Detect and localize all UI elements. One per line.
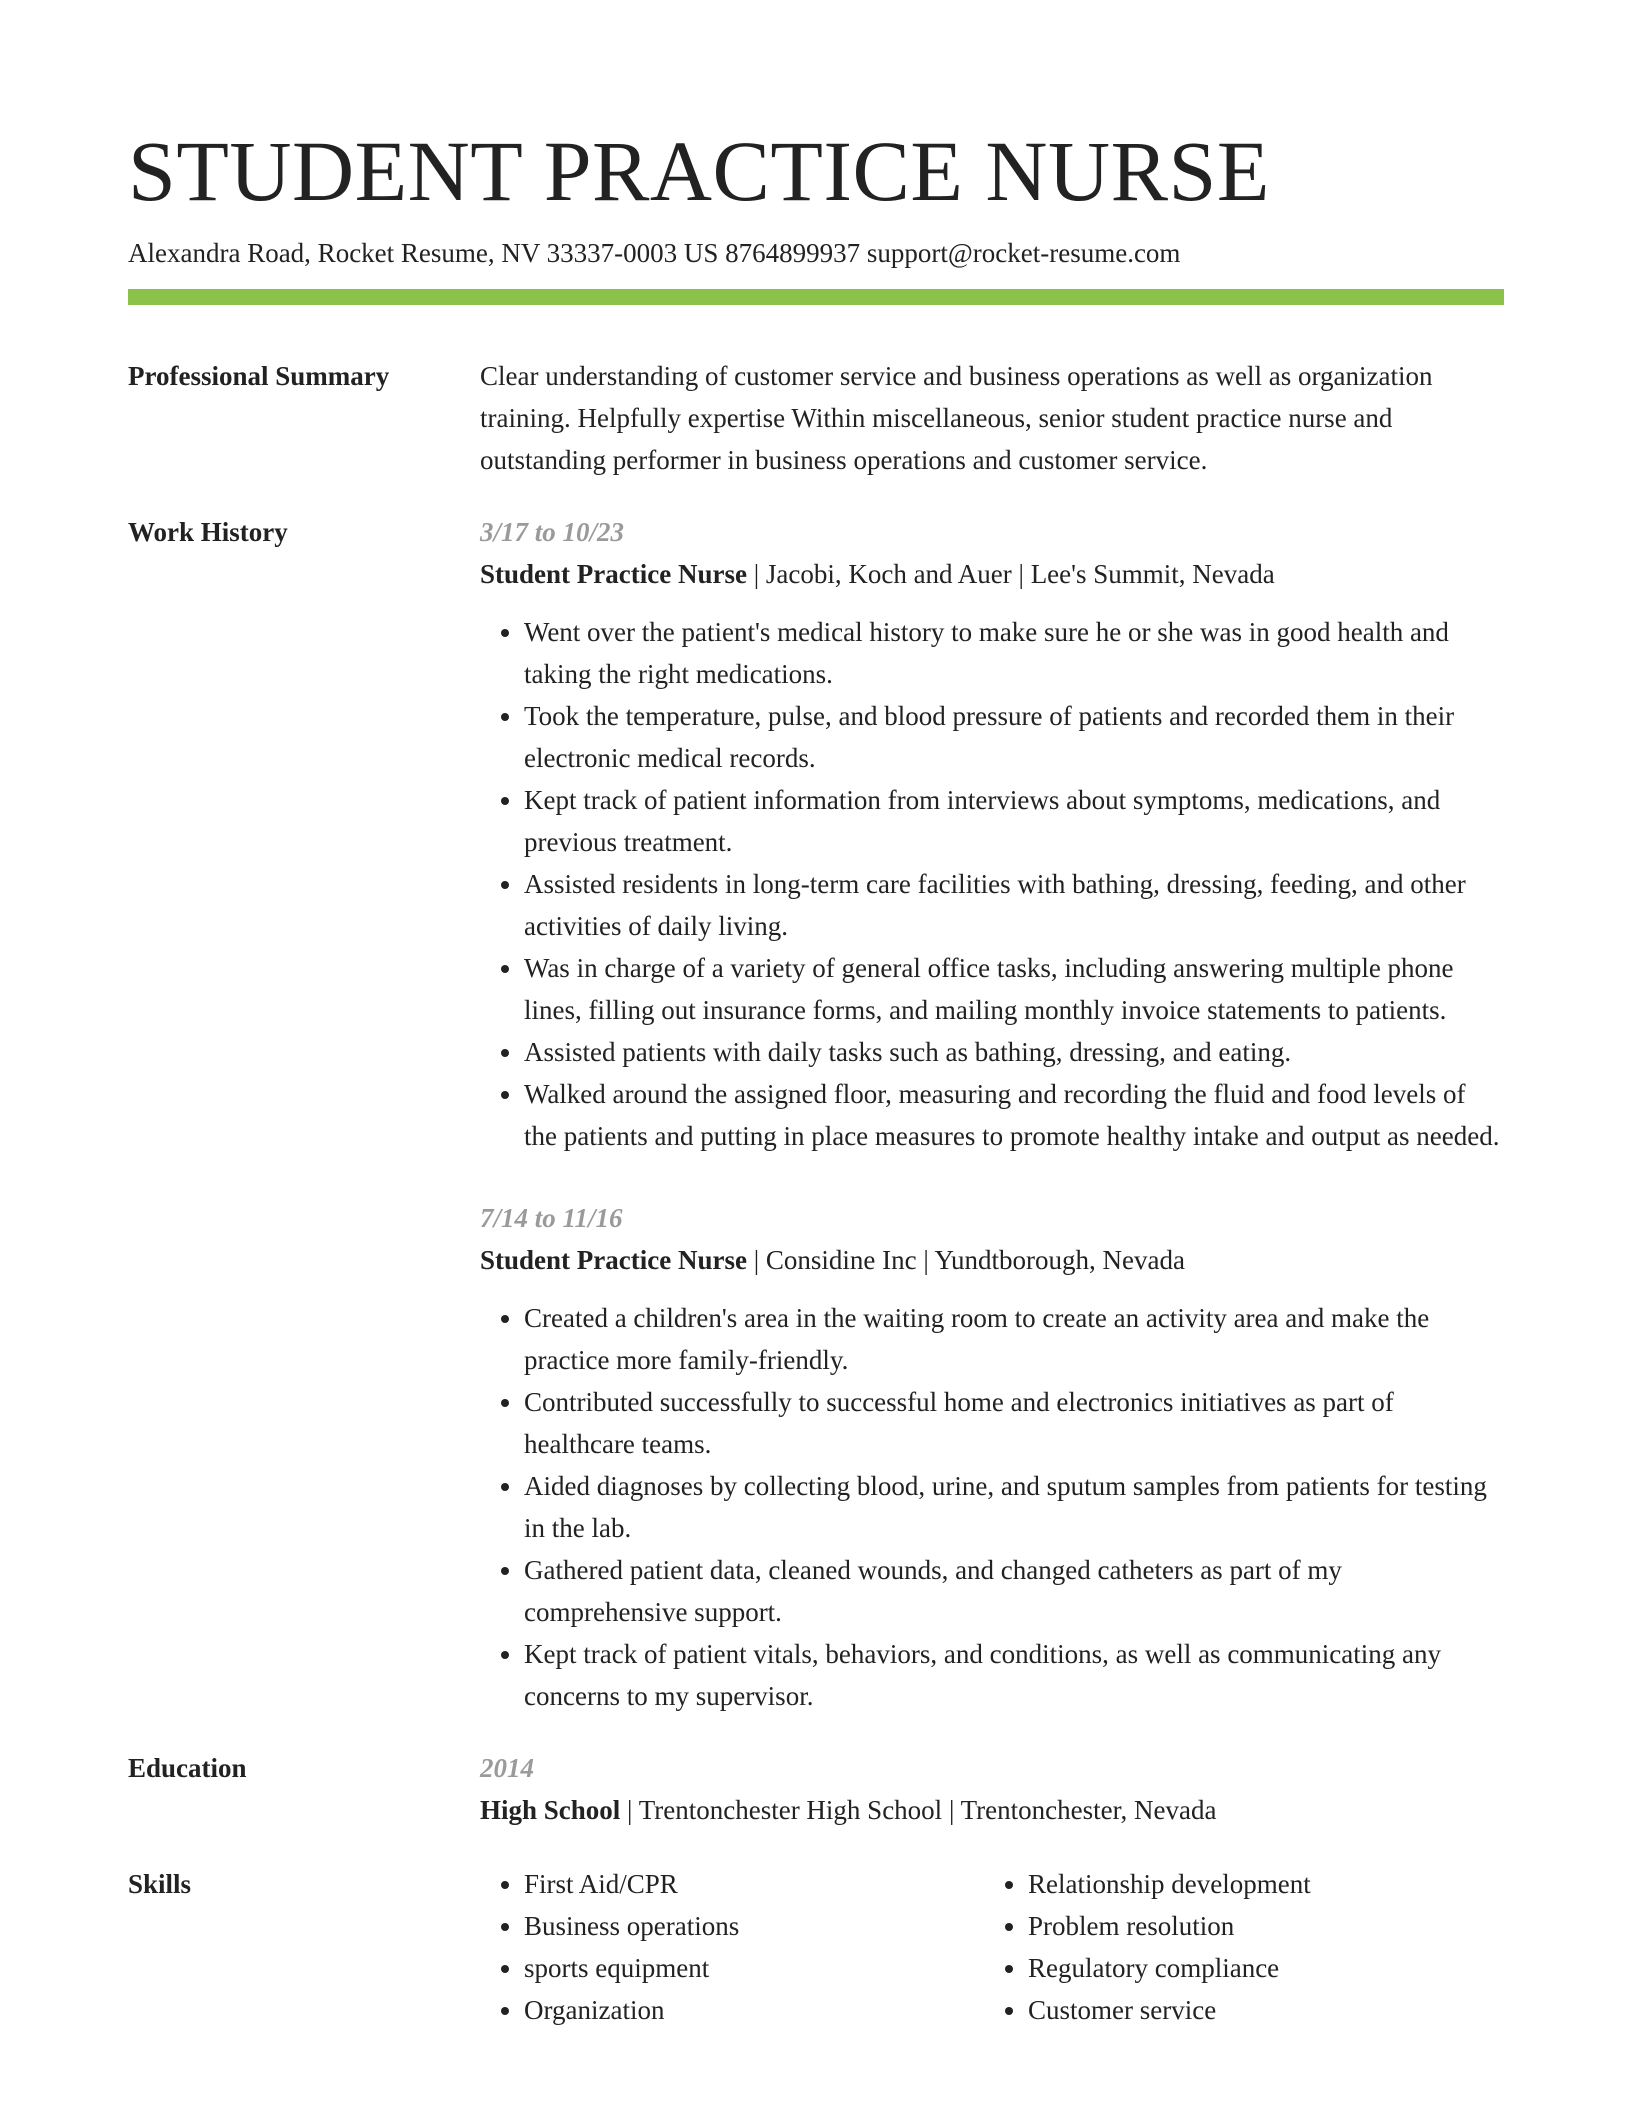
job-bullet: • Created a children's area in the waiting room to create an activity area and make the practice more family-friendly. (524, 1297, 1504, 1381)
job-entry (480, 1197, 1504, 1717)
section-label-education: Education (128, 1753, 247, 1783)
skills-section (128, 1863, 1504, 2031)
job-title: Student Practice Nurse (480, 559, 747, 589)
education-body (480, 1747, 1504, 1831)
skills-grid (480, 1863, 1504, 2031)
resume-title: STUDENT PRACTICE NURSE (128, 123, 1270, 219)
job-details: | Considine Inc | Yundtborough, Nevada (746, 1245, 1185, 1275)
skills-column-left (480, 1863, 984, 2031)
education-degree: High School (480, 1795, 621, 1825)
work-history-body (480, 511, 1504, 1717)
skill-item: • sports equipment (524, 1947, 984, 1989)
skill-item: • First Aid/CPR (524, 1863, 984, 1905)
section-label-skills: Skills (128, 1869, 192, 1899)
work-history-section (128, 511, 1504, 1717)
job-date: 7/14 to 11/16 (480, 1203, 623, 1233)
contact-line: Alexandra Road, Rocket Resume, NV 33337-0003 US 8764899937 support@rocket-resume.com (128, 238, 1181, 268)
skill-item: • Business operations (524, 1905, 984, 1947)
education-details: | Trentonchester High School | Trentonchester, Nevada (620, 1795, 1217, 1825)
skills-column-right (984, 1863, 1488, 2031)
job-bullet: • Kept track of patient vitals, behaviors, and conditions, as well as communicating any concerns to my supervisor. (524, 1633, 1504, 1717)
skill-item: • Customer service (1028, 1989, 1488, 2031)
job-bullet: • Assisted patients with daily tasks such as bathing, dressing, and eating. (524, 1031, 1504, 1073)
job-bullet: • Kept track of patient information from interviews about symptoms, medications, and previous treatment. (524, 779, 1504, 863)
job-heading (480, 553, 1504, 595)
education-date: 2014 (480, 1753, 534, 1783)
job-bullet: • Contributed successfully to successful home and electronics initiatives as part of healthcare teams. (524, 1381, 1504, 1465)
job-bullet: • Gathered patient data, cleaned wounds, and changed catheters as part of my comprehensive support. (524, 1549, 1504, 1633)
job-heading (480, 1239, 1504, 1281)
section-label-work: Work History (128, 517, 288, 547)
job-date: 3/17 to 10/23 (480, 517, 625, 547)
accent-divider (128, 289, 1504, 305)
summary-section (128, 355, 1504, 481)
skill-item: • Regulatory compliance (1028, 1947, 1488, 1989)
skills-body (480, 1863, 1504, 2031)
job-bullet: • Went over the patient's medical history to make sure he or she was in good health and taking the right medications. (524, 611, 1504, 695)
summary-body (480, 355, 1504, 481)
job-bullet: • Assisted residents in long-term care facilities with bathing, dressing, feeding, and other activities of daily living. (524, 863, 1504, 947)
job-title: Student Practice Nurse (480, 1245, 747, 1275)
summary-text: Clear understanding of customer service and business operations as well as organization training. Helpfully expertise Within miscellaneous, senior student practice nurse and outstanding performer in business operations and customer service. (480, 361, 1433, 475)
job-bullets (480, 1297, 1504, 1717)
section-label-summary: Professional Summary (128, 361, 390, 391)
job-bullet: • Took the temperature, pulse, and blood pressure of patients and recorded them in their electronic medical records. (524, 695, 1504, 779)
skill-item: • Relationship development (1028, 1863, 1488, 1905)
job-details: | Jacobi, Koch and Auer | Lee's Summit, Nevada (746, 559, 1275, 589)
skill-item: • Problem resolution (1028, 1905, 1488, 1947)
education-heading (480, 1789, 1504, 1831)
job-bullet: • Walked around the assigned floor, measuring and recording the fluid and food levels of the patients and putting in place measures to promote healthy intake and output as needed. (524, 1073, 1504, 1157)
job-bullets (480, 611, 1504, 1157)
job-entry (480, 511, 1504, 1157)
skill-item: • Organization (524, 1989, 984, 2031)
job-bullet: • Was in charge of a variety of general office tasks, including answering multiple phone lines, filling out insurance forms, and mailing monthly invoice statements to patients. (524, 947, 1504, 1031)
job-bullet: • Aided diagnoses by collecting blood, urine, and sputum samples from patients for testing in the lab. (524, 1465, 1504, 1549)
education-section (128, 1747, 1504, 1831)
